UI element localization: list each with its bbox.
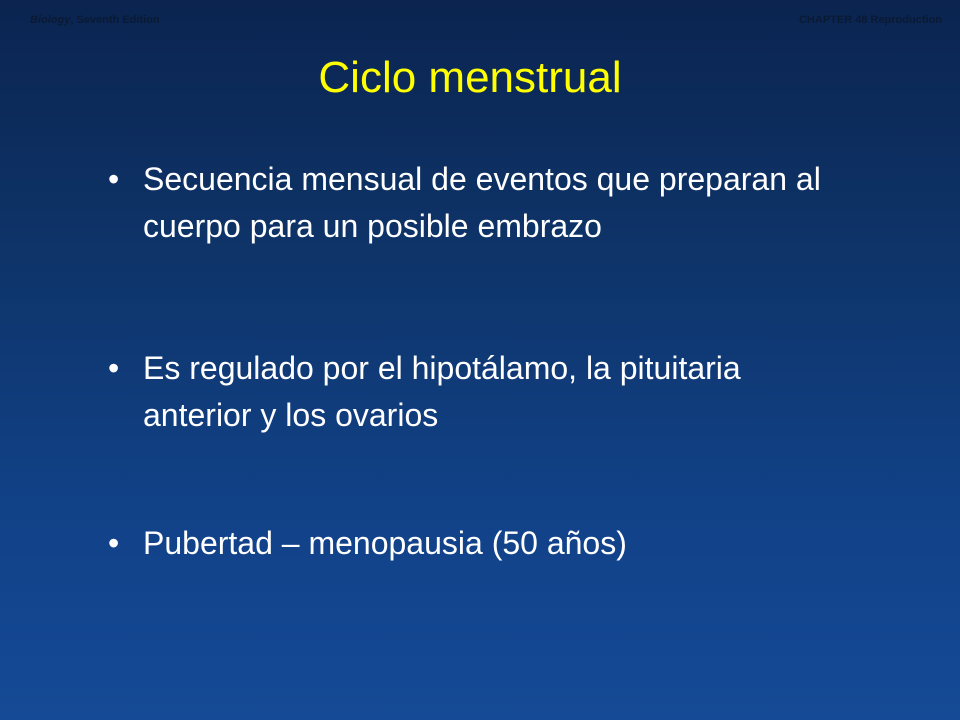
book-title: Biology [30, 14, 71, 26]
bullet-dot: • [108, 161, 120, 197]
book-edition: , Seventh Edition [70, 14, 160, 26]
bullet-text: Pubertad – menopausia (50 años) [143, 525, 627, 561]
bullet-text: Secuencia mensual de eventos que preparan al cuerpo para un posible embrazo [143, 161, 821, 244]
bullet-text: Es regulado por el hipotálamo, la pituitaria anterior y los ovarios [143, 350, 741, 433]
book-edition-label [30, 14, 160, 26]
bullet-item-2 [108, 345, 828, 439]
bullet-item-3 [108, 520, 828, 567]
bullet-dot: • [108, 525, 120, 561]
bullet-dot: • [108, 350, 120, 386]
chapter-label: CHAPTER 48 Reproduction [798, 14, 942, 26]
slide-title: Ciclo menstrual [318, 53, 622, 102]
bullet-item-1 [108, 156, 828, 250]
